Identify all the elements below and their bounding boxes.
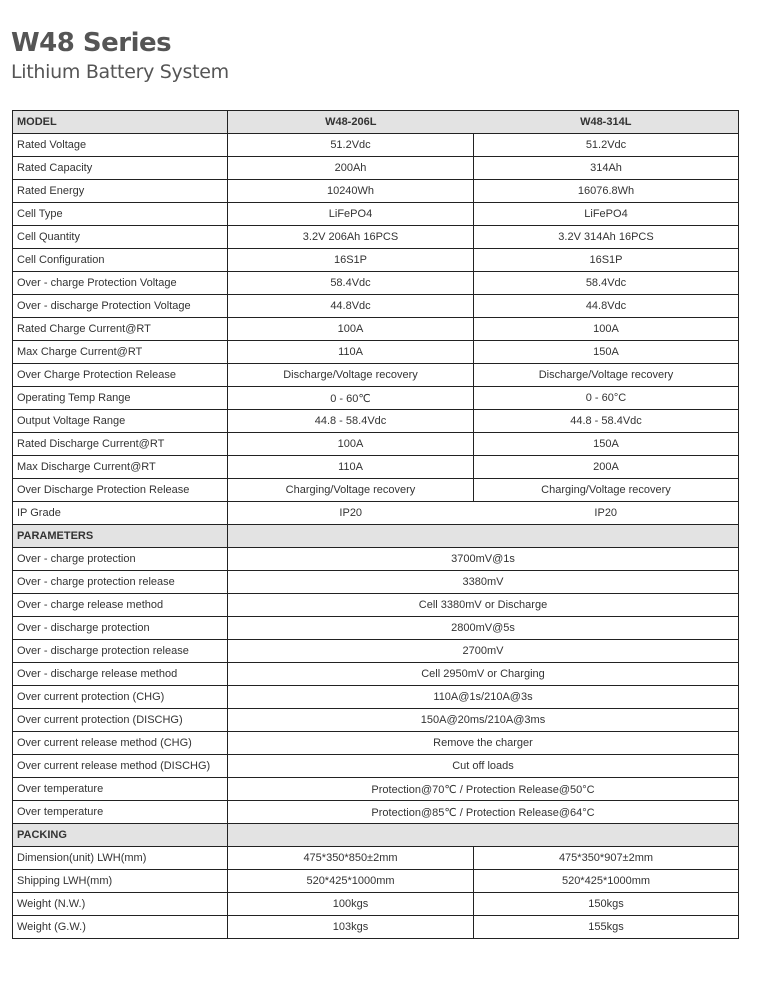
packing-row	[13, 870, 739, 893]
spec-value: 110A	[228, 456, 474, 479]
spec-label: Over Charge Protection Release	[13, 364, 228, 387]
parameter-row	[13, 571, 739, 594]
parameter-label: Over temperature	[13, 778, 228, 801]
spec-row	[13, 387, 739, 410]
spec-row	[13, 318, 739, 341]
parameter-row	[13, 686, 739, 709]
packing-row	[13, 847, 739, 870]
parameter-value: 2800mV@5s	[228, 617, 739, 640]
packing-row	[13, 916, 739, 939]
spec-value: IP20	[228, 502, 474, 525]
packing-value: 155kgs	[474, 916, 739, 939]
spec-value: 100A	[228, 318, 474, 341]
spec-label: Max Charge Current@RT	[13, 341, 228, 364]
spec-value: Discharge/Voltage recovery	[474, 364, 739, 387]
spec-value: 44.8 - 58.4Vdc	[474, 410, 739, 433]
spec-value: 10240Wh	[228, 180, 474, 203]
spec-table-body	[13, 111, 739, 939]
spec-value: IP20	[474, 502, 739, 525]
spec-value: 16S1P	[474, 249, 739, 272]
spec-value: 16S1P	[228, 249, 474, 272]
spec-row	[13, 134, 739, 157]
section-filler	[228, 824, 739, 847]
parameter-label: Over temperature	[13, 801, 228, 824]
page-subtitle: Lithium Battery System	[11, 61, 229, 83]
parameter-value: 2700mV	[228, 640, 739, 663]
parameter-label: Over current protection (DISCHG)	[13, 709, 228, 732]
spec-label: Rated Capacity	[13, 157, 228, 180]
parameter-label: Over current release method (CHG)	[13, 732, 228, 755]
spec-label: Over Discharge Protection Release	[13, 479, 228, 502]
parameter-row	[13, 755, 739, 778]
spec-label: Cell Quantity	[13, 226, 228, 249]
spec-value: 100A	[474, 318, 739, 341]
parameter-row	[13, 778, 739, 801]
spec-row	[13, 502, 739, 525]
model-header-row	[13, 111, 739, 134]
packing-label: Dimension(unit) LWH(mm)	[13, 847, 228, 870]
parameter-value: Remove the charger	[228, 732, 739, 755]
spec-value: Charging/Voltage recovery	[474, 479, 739, 502]
spec-row	[13, 157, 739, 180]
parameter-value: Cell 2950mV or Charging	[228, 663, 739, 686]
parameter-label: Over current release method (DISCHG)	[13, 755, 228, 778]
spec-value: 51.2Vdc	[228, 134, 474, 157]
parameter-row	[13, 640, 739, 663]
packing-section-row	[13, 824, 739, 847]
parameter-row	[13, 801, 739, 824]
spec-row	[13, 433, 739, 456]
spec-label: Rated Charge Current@RT	[13, 318, 228, 341]
spec-value: 51.2Vdc	[474, 134, 739, 157]
spec-row	[13, 364, 739, 387]
spec-row	[13, 456, 739, 479]
spec-label: Rated Voltage	[13, 134, 228, 157]
spec-value: 3.2V 314Ah 16PCS	[474, 226, 739, 249]
packing-value: 475*350*850±2mm	[228, 847, 474, 870]
spec-label: Output Voltage Range	[13, 410, 228, 433]
spec-value: 314Ah	[474, 157, 739, 180]
spec-row	[13, 180, 739, 203]
spec-value: 58.4Vdc	[228, 272, 474, 295]
model-header-label: MODEL	[13, 111, 228, 134]
parameter-label: Over - charge protection release	[13, 571, 228, 594]
spec-row	[13, 203, 739, 226]
spec-value: 150A	[474, 341, 739, 364]
spec-label: Cell Configuration	[13, 249, 228, 272]
spec-table	[12, 110, 739, 939]
parameter-value: Protection@70℃ / Protection Release@50°C	[228, 778, 739, 801]
spec-row	[13, 272, 739, 295]
parameter-row	[13, 732, 739, 755]
packing-value: 103kgs	[228, 916, 474, 939]
parameter-row	[13, 548, 739, 571]
spec-label: Rated Energy	[13, 180, 228, 203]
spec-label: Over - charge Protection Voltage	[13, 272, 228, 295]
spec-value: 3.2V 206Ah 16PCS	[228, 226, 474, 249]
parameter-row	[13, 663, 739, 686]
spec-value: 200A	[474, 456, 739, 479]
packing-value: 150kgs	[474, 893, 739, 916]
parameter-value: 3700mV@1s	[228, 548, 739, 571]
parameter-row	[13, 709, 739, 732]
spec-label: Operating Temp Range	[13, 387, 228, 410]
packing-row	[13, 893, 739, 916]
parameter-label: Over - discharge release method	[13, 663, 228, 686]
section-filler	[228, 525, 739, 548]
spec-row	[13, 295, 739, 318]
spec-value: LiFePO4	[474, 203, 739, 226]
parameter-label: Over - discharge protection release	[13, 640, 228, 663]
parameter-value: 110A@1s/210A@3s	[228, 686, 739, 709]
spec-label: Rated Discharge Current@RT	[13, 433, 228, 456]
parameter-label: Over - discharge protection	[13, 617, 228, 640]
parameter-label: Over - charge protection	[13, 548, 228, 571]
spec-value: 44.8Vdc	[474, 295, 739, 318]
parameter-row	[13, 594, 739, 617]
spec-row	[13, 479, 739, 502]
spec-label: Over - discharge Protection Voltage	[13, 295, 228, 318]
spec-row	[13, 410, 739, 433]
model-name: W48-314L	[474, 111, 739, 134]
spec-value: 16076.8Wh	[474, 180, 739, 203]
spec-value: 0 - 60℃	[228, 387, 474, 410]
spec-value: 100A	[228, 433, 474, 456]
page-title: W48 Series	[11, 28, 172, 58]
parameter-value: 150A@20ms/210A@3ms	[228, 709, 739, 732]
parameter-value: Cut off loads	[228, 755, 739, 778]
spec-value: 200Ah	[228, 157, 474, 180]
parameter-value: Protection@85℃ / Protection Release@64°C	[228, 801, 739, 824]
packing-label: Weight (N.W.)	[13, 893, 228, 916]
model-name: W48-206L	[228, 111, 474, 134]
packing-value: 100kgs	[228, 893, 474, 916]
spec-label: Cell Type	[13, 203, 228, 226]
parameter-value: Cell 3380mV or Discharge	[228, 594, 739, 617]
parameter-label: Over - charge release method	[13, 594, 228, 617]
packing-value: 520*425*1000mm	[228, 870, 474, 893]
parameter-value: 3380mV	[228, 571, 739, 594]
packing-label: Weight (G.W.)	[13, 916, 228, 939]
spec-value: 58.4Vdc	[474, 272, 739, 295]
spec-row	[13, 249, 739, 272]
spec-label: IP Grade	[13, 502, 228, 525]
parameter-label: Over current protection (CHG)	[13, 686, 228, 709]
spec-value: 150A	[474, 433, 739, 456]
parameter-row	[13, 617, 739, 640]
packing-label: Shipping LWH(mm)	[13, 870, 228, 893]
spec-value: Charging/Voltage recovery	[228, 479, 474, 502]
spec-row	[13, 341, 739, 364]
parameters-section-row	[13, 525, 739, 548]
spec-value: Discharge/Voltage recovery	[228, 364, 474, 387]
section-header: PARAMETERS	[13, 525, 228, 548]
spec-value: 44.8Vdc	[228, 295, 474, 318]
packing-value: 520*425*1000mm	[474, 870, 739, 893]
spec-value: LiFePO4	[228, 203, 474, 226]
spec-row	[13, 226, 739, 249]
spec-value: 44.8 - 58.4Vdc	[228, 410, 474, 433]
section-header: PACKING	[13, 824, 228, 847]
packing-value: 475*350*907±2mm	[474, 847, 739, 870]
spec-label: Max Discharge Current@RT	[13, 456, 228, 479]
spec-value: 110A	[228, 341, 474, 364]
spec-value: 0 - 60°C	[474, 387, 739, 410]
